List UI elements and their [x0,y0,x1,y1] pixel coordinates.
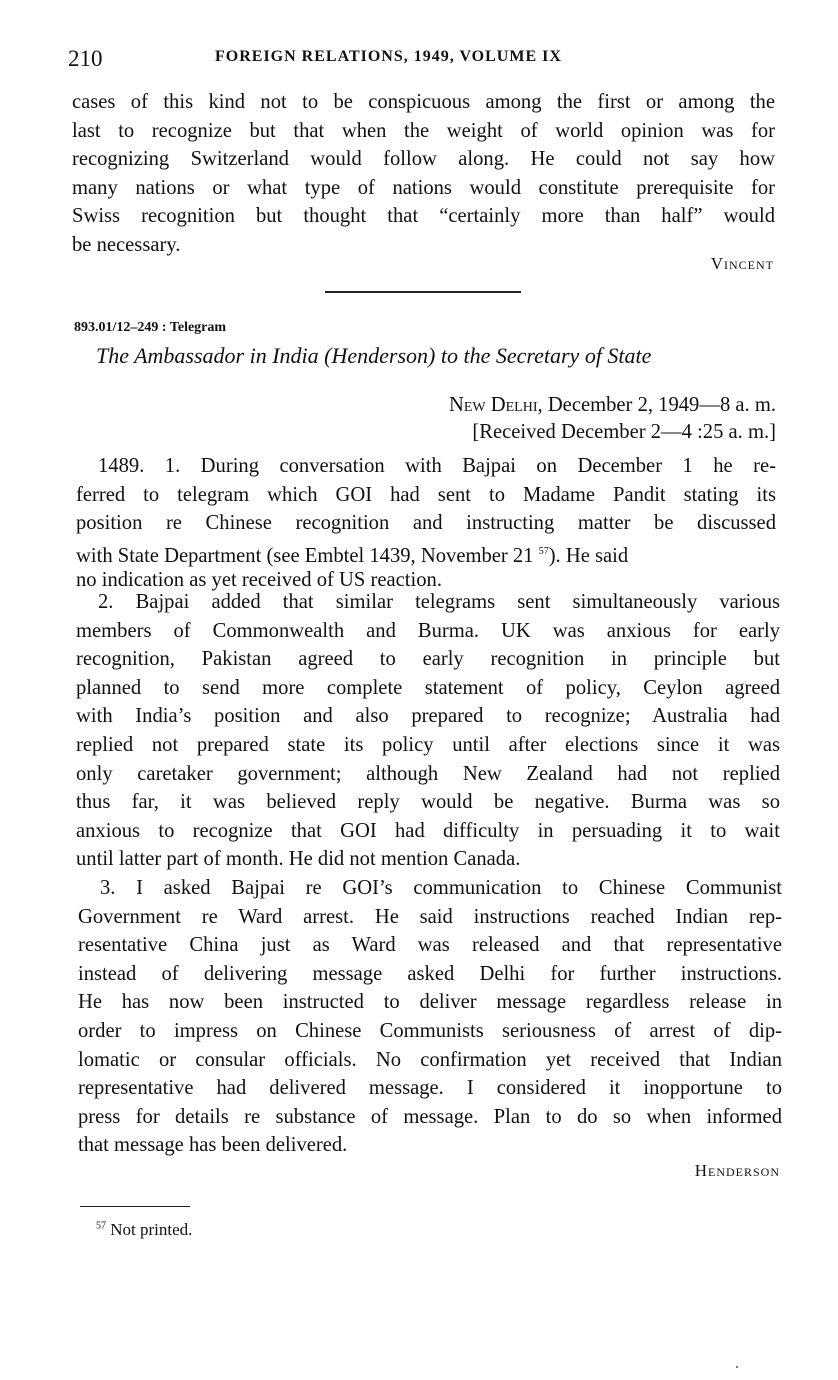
date-line [449,392,776,419]
text-line: Government re Ward arrest. He said instructions reached Indian rep- [78,905,782,928]
text-line: recognition, Pakistan agreed to early recognition in principle but [76,648,780,671]
text-line: 3. I asked Bajpai re GOI’s communication to Chinese Communist [100,877,782,899]
paragraph-2 [76,588,780,874]
dateline [449,392,776,446]
text-line: cases of this kind not to be conspicuous among the first or among the [72,91,775,113]
footnote-rule [80,1206,190,1207]
received-line: [Received December 2—4 :25 a. m.] [472,421,776,443]
text-line: last to recognize but that when the weight of world opinion was for [72,119,775,142]
text-line: until latter part of month. He did not mention Canada. [76,848,521,871]
footnote-text: Not printed. [110,1220,193,1239]
text-line-with-ref [76,538,776,567]
footnote-ref[interactable]: 57 [538,545,549,557]
text-line: planned to send more complete statement of policy, Ceylon agreed [76,676,780,699]
text-line: with India’s position and also prepared to recognize; Australia had [76,705,780,728]
text-line: recognizing Switzerland would follow along. He could not say how [72,148,775,171]
text-line: thus far, it was believed reply would be negative. Burma was so [76,791,780,814]
footnote [96,1220,192,1240]
date: , December 2, 1949—8 a. m. [537,394,776,416]
paragraph-3 [78,874,782,1160]
text-line: press for details re substance of message. Plan to do so when informed [78,1105,782,1128]
text-line: position re Chinese recognition and instructing matter be discussed [76,512,776,535]
text-line: no indication as yet received of US reaction. [76,569,442,592]
section-divider [325,291,521,293]
scan-speck [736,1366,738,1368]
text-line: representative had delivered message. I considered it inopportune to [78,1077,782,1100]
text-line: replied not prepared state its policy until after elections since it was [76,733,780,756]
text-line: Swiss recognition but thought that “certainly more than half” would [72,205,775,228]
signature-henderson: Henderson [694,1161,780,1180]
text-line: ferred to telegram which GOI had sent to Madame Pandit stating its [76,483,776,506]
file-number: 893.01/12–249 : Telegram [74,320,227,335]
text-line: that message has been delivered. [78,1134,348,1157]
prev-document-text [72,88,775,260]
text-line: many nations or what type of nations would constitute prerequisite for [72,176,775,199]
text-line: only caretaker government; although New Zealand had not replied [76,762,780,785]
text-line: members of Commonwealth and Burma. UK was anxious for early [76,619,780,642]
text-line: anxious to recognize that GOI had difficulty in persuading it to wait [76,819,780,842]
paragraph-1 [76,452,776,595]
text-line: order to impress on Chinese Communists seriousness of arrest of dip- [78,1019,782,1042]
text-line: 2. Bajpai added that similar telegrams sent simultaneously various [98,591,780,613]
running-title: FOREIGN RELATIONS, 1949, VOLUME IX [215,48,562,65]
text-line: with State Department (see Embtel 1439, November 21 [76,544,534,567]
text-line: be necessary. [72,233,181,256]
text-line-tail: ). He said [548,544,629,567]
signature-vincent: Vincent [710,254,774,273]
place: New Delhi [448,394,538,416]
text-line: resentative China just as Ward was released and that representative [78,934,782,957]
page-number: 210 [68,46,103,71]
text-line: instead of delivering message asked Delhi for further instructions. [78,962,782,985]
text-line: He has now been instructed to deliver message regardless release in [78,991,782,1014]
text-line: 1489. 1. During conversation with Bajpai on December 1 he re- [98,455,776,477]
document-title: The Ambassador in India (Henderson) to the Secretary of State [96,343,652,368]
text-line: lomatic or consular officials. No confirmation yet received that Indian [78,1048,782,1071]
footnote-number: 57 [96,1220,106,1232]
